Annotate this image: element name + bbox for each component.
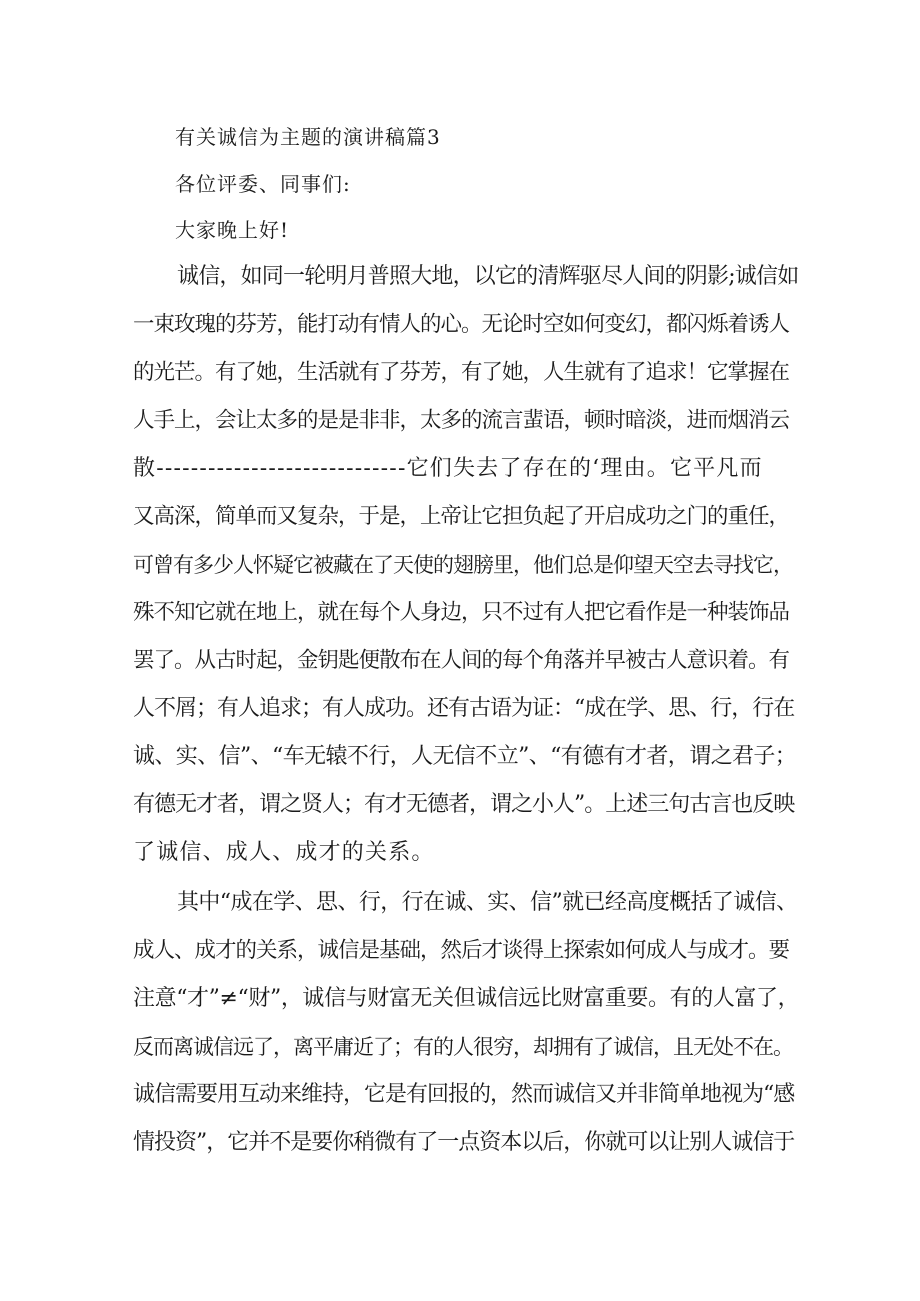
paragraph-line: 可曾有多少人怀疑它被藏在了天使的翅膀里，他们总是仰望天空去寻找它， bbox=[133, 553, 793, 577]
paragraph-line: 情投资”，它并不是要你稍微有了一点资本以后，你就可以让别人诚信于 bbox=[133, 1130, 795, 1155]
greeting: 大家晚上好! bbox=[175, 218, 290, 242]
paragraph-line: 一束玫瑰的芬芳，能打动有情人的心。无论时空如何变幻，都闪烁着诱人 bbox=[133, 312, 790, 337]
paragraph-line: 注意“才”≠“财”，诚信与财富无关但诚信远比财富重要。有的人富了， bbox=[133, 986, 800, 1011]
paragraph-line: 诚、实、信”、“车无辕不行，人无信不立”、“有德有才者，谓之君子； bbox=[133, 744, 797, 769]
paragraph-line: 人手上，会让太多的是是非非，太多的流言蜚语，顿时暗淡，进而烟消云 bbox=[133, 408, 790, 433]
paragraph-line: 殊不知它就在地上，就在每个人身边，只不过有人把它看作是一种装饰品 bbox=[133, 600, 790, 625]
paragraph-line: 诚信，如同一轮明月普照大地，以它的清辉驱尽人间的阴影;诚信如 bbox=[177, 264, 799, 289]
paragraph-line: 反而离诚信远了，离平庸近了；有的人很穷，却拥有了诚信，且无处不在。 bbox=[133, 1035, 793, 1059]
document-title: 有关诚信为主题的演讲稿篇3 bbox=[175, 125, 441, 149]
paragraph-line: 其中“成在学、思、行，行在诚、实、信”就已经高度概括了诚信、 bbox=[177, 890, 798, 915]
paragraph-line: 有德无才者，谓之贤人；有才无德者，谓之小人”。上述三句古言也反映 bbox=[133, 792, 795, 817]
salutation: 各位评委、同事们: bbox=[175, 172, 351, 196]
paragraph-line: 又高深，简单而又复杂，于是，上帝让它担负起了开启成功之门的重任， bbox=[133, 504, 790, 529]
paragraph-line: 成人、成才的关系，诚信是基础，然后才谈得上探索如何成人与成才。要 bbox=[133, 938, 790, 963]
paragraph-line: 的光芒。有了她，生活就有了芬芳，有了她，人生就有了追求！它掌握在 bbox=[133, 360, 790, 385]
paragraph-line: 了诚信、成人、成才的关系。 bbox=[133, 840, 435, 865]
paragraph-line: 罢了。从古时起，金钥匙便散布在人间的每个角落并早被古人意识着。有 bbox=[133, 648, 790, 673]
paragraph-line: 人不屑；有人追求；有人成功。还有古语为证：“成在学、思、行，行在 bbox=[133, 696, 795, 721]
paragraph-line: 散-----------------------------它们失去了存在的‘理由。它平凡而 bbox=[133, 456, 763, 481]
paragraph-line: 诚信需要用互动来维持，它是有回报的，然而诚信又并非简单地视为“感 bbox=[133, 1082, 795, 1107]
